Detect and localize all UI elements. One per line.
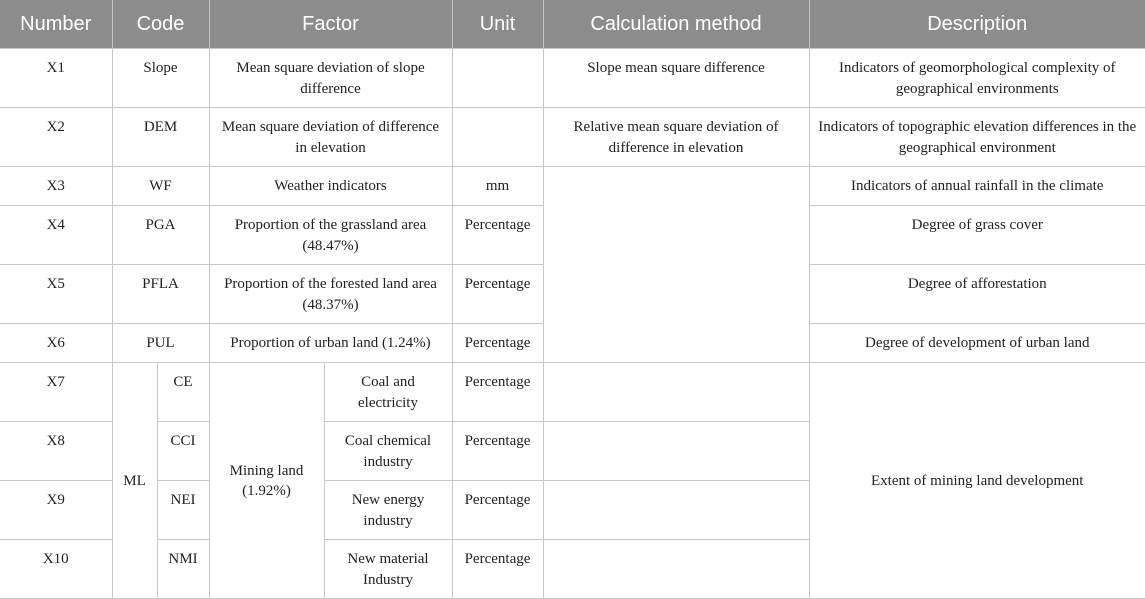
cell-code: PUL bbox=[112, 324, 209, 363]
cell-number: X10 bbox=[0, 540, 112, 599]
cell-unit: Percentage bbox=[452, 540, 543, 599]
cell-calculation-method: Slope mean square difference bbox=[543, 49, 809, 108]
cell-calculation-method bbox=[543, 363, 809, 422]
cell-number: X7 bbox=[0, 363, 112, 422]
cell-calculation-method-merged bbox=[543, 167, 809, 363]
cell-subfactor: New energy industry bbox=[324, 481, 452, 540]
cell-description: Degree of development of urban land bbox=[809, 324, 1145, 363]
cell-number: X8 bbox=[0, 422, 112, 481]
cell-factor: Proportion of the forested land area (48.37%) bbox=[209, 265, 452, 324]
cell-number: X6 bbox=[0, 324, 112, 363]
cell-code-mining: ML bbox=[112, 363, 157, 599]
cell-number: X4 bbox=[0, 206, 112, 265]
cell-unit: Percentage bbox=[452, 481, 543, 540]
cell-description-mining: Extent of mining land development bbox=[809, 363, 1145, 599]
cell-subcode: CCI bbox=[157, 422, 209, 481]
table-row bbox=[0, 49, 1145, 108]
cell-unit: Percentage bbox=[452, 422, 543, 481]
header-calculation-method: Calculation method bbox=[543, 0, 809, 49]
cell-factor: Mean square deviation of slope difference bbox=[209, 49, 452, 108]
header-code: Code bbox=[112, 0, 209, 49]
cell-code: Slope bbox=[112, 49, 209, 108]
cell-unit: Percentage bbox=[452, 324, 543, 363]
cell-unit: Percentage bbox=[452, 206, 543, 265]
cell-calculation-method: Relative mean square deviation of difference in elevation bbox=[543, 108, 809, 167]
cell-description: Degree of grass cover bbox=[809, 206, 1145, 265]
cell-code: WF bbox=[112, 167, 209, 206]
cell-calculation-method bbox=[543, 540, 809, 599]
cell-calculation-method bbox=[543, 481, 809, 540]
cell-subcode: NEI bbox=[157, 481, 209, 540]
cell-unit bbox=[452, 49, 543, 108]
cell-factor: Proportion of the grassland area (48.47%) bbox=[209, 206, 452, 265]
cell-subfactor: Coal and electricity bbox=[324, 363, 452, 422]
cell-unit: Percentage bbox=[452, 363, 543, 422]
cell-number: X9 bbox=[0, 481, 112, 540]
cell-factor: Weather indicators bbox=[209, 167, 452, 206]
cell-factor: Mean square deviation of difference in elevation bbox=[209, 108, 452, 167]
cell-factor-mining: Mining land (1.92%) bbox=[209, 363, 324, 599]
cell-description: Degree of afforestation bbox=[809, 265, 1145, 324]
header-factor: Factor bbox=[209, 0, 452, 49]
cell-subfactor: New material Industry bbox=[324, 540, 452, 599]
cell-factor: Proportion of urban land (1.24%) bbox=[209, 324, 452, 363]
cell-number: X1 bbox=[0, 49, 112, 108]
cell-subfactor: Coal chemical industry bbox=[324, 422, 452, 481]
header-row bbox=[0, 0, 1145, 49]
cell-code: DEM bbox=[112, 108, 209, 167]
cell-unit: Percentage bbox=[452, 265, 543, 324]
cell-number: X5 bbox=[0, 265, 112, 324]
cell-code: PFLA bbox=[112, 265, 209, 324]
cell-description: Indicators of topographic elevation differences in the geographical environment bbox=[809, 108, 1145, 167]
cell-code: PGA bbox=[112, 206, 209, 265]
table-row bbox=[0, 167, 1145, 206]
cell-number: X2 bbox=[0, 108, 112, 167]
header-description: Description bbox=[809, 0, 1145, 49]
cell-subcode: CE bbox=[157, 363, 209, 422]
table-row bbox=[0, 108, 1145, 167]
header-unit: Unit bbox=[452, 0, 543, 49]
cell-subcode: NMI bbox=[157, 540, 209, 599]
cell-description: Indicators of annual rainfall in the climate bbox=[809, 167, 1145, 206]
header-number: Number bbox=[0, 0, 112, 49]
table-row bbox=[0, 363, 1145, 422]
cell-unit: mm bbox=[452, 167, 543, 206]
cell-description: Indicators of geomorphological complexity of geographical environments bbox=[809, 49, 1145, 108]
cell-unit bbox=[452, 108, 543, 167]
cell-calculation-method bbox=[543, 422, 809, 481]
cell-number: X3 bbox=[0, 167, 112, 206]
